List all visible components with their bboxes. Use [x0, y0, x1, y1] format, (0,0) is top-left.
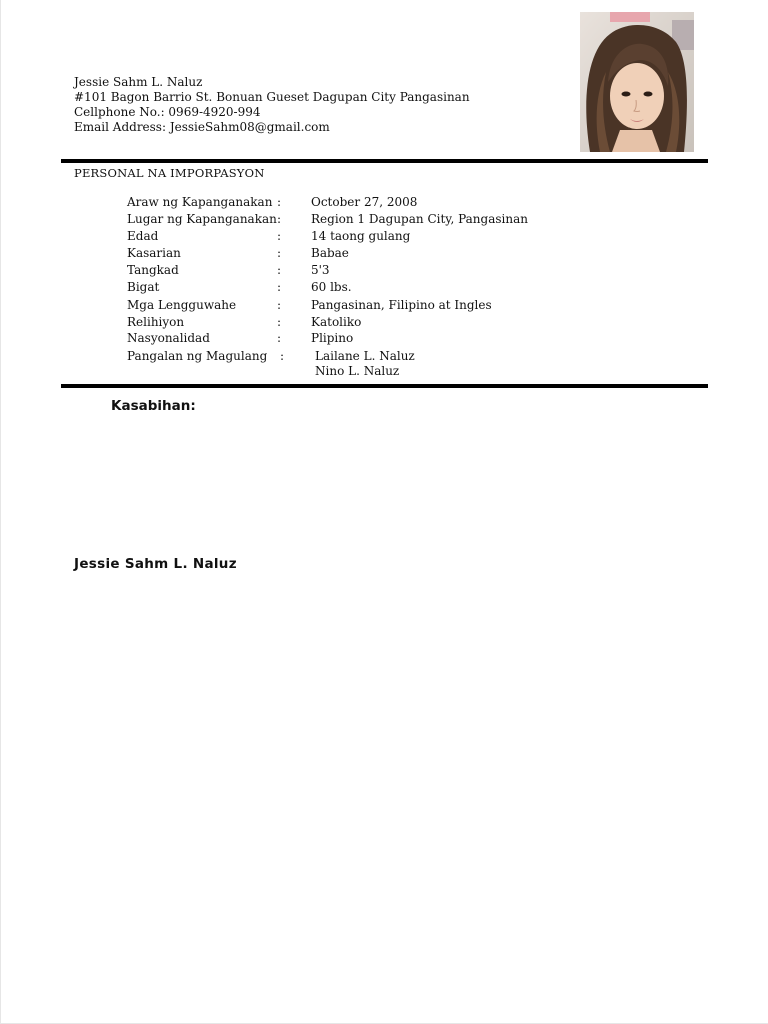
- cellphone-line: Cellphone No.: 0969-4920-994: [74, 105, 261, 119]
- info-colon: :: [277, 331, 282, 345]
- info-label: Edad: [127, 229, 159, 243]
- info-colon: :: [277, 229, 282, 243]
- info-colon: :: [277, 315, 282, 329]
- info-value: Lailane L. Naluz: [315, 349, 415, 363]
- info-colon: :: [277, 195, 282, 209]
- info-value: October 27, 2008: [311, 195, 418, 209]
- info-colon: :: [277, 298, 282, 312]
- info-label: Bigat: [127, 280, 160, 294]
- info-value: Region 1 Dagupan City, Pangasinan: [311, 212, 528, 226]
- signature-name: Jessie Sahm L. Naluz: [74, 556, 237, 572]
- info-label: Relihiyon: [127, 315, 185, 329]
- info-label: Mga Lengguwahe: [127, 298, 237, 312]
- info-colon: :: [280, 349, 285, 363]
- info-colon: :: [277, 280, 282, 294]
- info-colon: :: [277, 263, 282, 277]
- info-label: Lugar ng Kapanganakan: [127, 212, 277, 226]
- info-label: Araw ng Kapanganakan: [127, 195, 273, 209]
- info-value: 14 taong gulang: [311, 229, 411, 243]
- info-value: Katoliko: [311, 315, 362, 329]
- applicant-name: Jessie Sahm L. Naluz: [74, 75, 203, 89]
- top-divider: [61, 159, 708, 163]
- info-value: 5'3: [311, 263, 330, 277]
- profile-photo: [580, 12, 694, 152]
- info-value-second: Nino L. Naluz: [315, 364, 400, 378]
- info-label: Tangkad: [127, 263, 179, 277]
- info-colon: :: [277, 212, 282, 226]
- section-title: PERSONAL NA IMPORPASYON: [74, 166, 265, 180]
- info-label: Kasarian: [127, 246, 181, 260]
- info-label: Nasyonalidad: [127, 331, 210, 345]
- info-value: Babae: [311, 246, 349, 260]
- kasabihan-heading: Kasabihan:: [111, 398, 196, 414]
- bottom-divider: [61, 384, 708, 388]
- info-label: Pangalan ng Magulang: [127, 349, 268, 363]
- info-value: Pangasinan, Filipino at Ingles: [311, 298, 492, 312]
- info-value: 60 lbs.: [311, 280, 352, 294]
- address-line: #101 Bagon Barrio St. Bonuan Gueset Dagupan City Pangasinan: [74, 90, 470, 104]
- info-value: Plipino: [311, 331, 354, 345]
- info-colon: :: [277, 246, 282, 260]
- contact-block: [74, 75, 470, 135]
- email-line: Email Address: JessieSahm08@gmail.com: [74, 120, 330, 134]
